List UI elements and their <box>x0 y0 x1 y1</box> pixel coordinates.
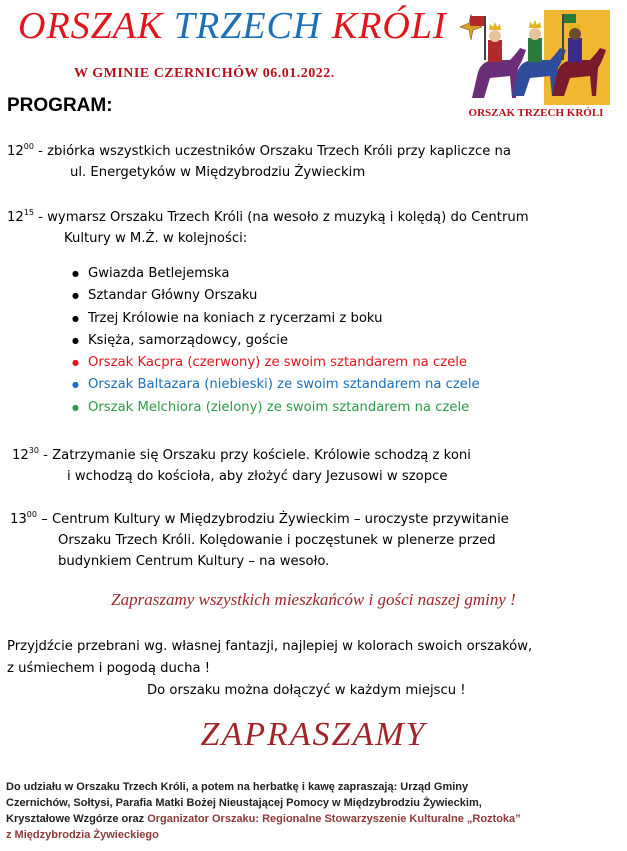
title-word-trzech: TRZECH <box>173 5 322 47</box>
zapraszamy-heading: ZAPRASZAMY <box>200 716 427 753</box>
schedule-entry-3 <box>12 440 471 487</box>
dress-line-1: Przyjdźcie przebrani wg. własnej fantazji, najlepiej w kolorach swoich orszaków, <box>7 639 533 654</box>
footer-line-1: Do udziału w Orszaku Trzech Króli, a potem na herbatkę i kawę zapraszają: Urząd Gminy <box>6 781 469 793</box>
entry-text: - zbiórka wszystkich uczestników Orszaku Trzech Króli przy kapliczce na <box>33 144 511 159</box>
organizer-text: Organizator Orszaku: Regionalne Stowarzyszenie Kulturalne „Roztoka” <box>147 813 521 825</box>
list-item: ● Sztandar Główny Orszaku <box>72 285 480 307</box>
entry-text: Orszaku Trzech Króli. Kolędowanie i poczęstunek w plenerze przed <box>58 533 496 548</box>
list-item-green: ● Orszak Melchiora (zielony) ze swoim sztandarem na czele <box>72 397 480 419</box>
footer-line-3-a: Kryształowe Wzgórze oraz <box>6 813 148 825</box>
entry-text: Kultury w M.Ż. w kolejności: <box>64 231 248 246</box>
list-item: ● Księża, samorządowcy, goście <box>72 330 480 352</box>
list-item: ● Gwiazda Betlejemska <box>72 263 480 285</box>
entry-hour: 12 <box>7 210 24 225</box>
schedule-entry-1 <box>7 136 511 183</box>
three-kings-riders-icon <box>462 10 610 125</box>
program-heading: PROGRAM: <box>7 95 113 116</box>
entry-text: budynkiem Centrum Kultury – na wesoło. <box>58 554 330 569</box>
footer-line-4: z Międzybrodzia Żywieckiego <box>6 829 159 841</box>
entry-hour: 12 <box>12 448 29 463</box>
list-item-blue: ● Orszak Baltazara (niebieski) ze swoim sztandarem na czele <box>72 374 480 396</box>
schedule-entry-4 <box>10 504 509 572</box>
dress-line-2: z uśmiechem i pogodą ducha ! <box>7 661 211 676</box>
page-title <box>18 4 447 48</box>
entry-text: - wymarsz Orszaku Trzech Króli (na wesoło z muzyką i kolędą) do Centrum <box>33 210 529 225</box>
entry-hour: 12 <box>7 144 24 159</box>
footer-credits <box>6 779 521 843</box>
entry-minutes: 00 <box>23 142 34 151</box>
footer-line-3 <box>6 811 521 827</box>
entry-hour: 13 <box>10 512 27 527</box>
entry-minutes: 30 <box>28 446 39 455</box>
entry-minutes: 15 <box>23 208 34 217</box>
invite-line: Zapraszamy wszystkich mieszkańców i gości naszej gminy ! <box>111 590 516 609</box>
dress-paragraph <box>7 636 622 702</box>
entry-text: – Centrum Kultury w Międzybrodziu Żywieckim – uroczyste przywitanie <box>36 512 509 527</box>
title-word-kroli: KRÓLI <box>331 5 447 47</box>
list-item-red: ● Orszak Kacpra (czerwony) ze swoim sztandarem na czele <box>72 352 480 374</box>
entry-text: - Zatrzymanie się Orszaku przy kościele. Królowie schodzą z koni <box>38 448 471 463</box>
title-word-orszak: ORSZAK <box>18 5 164 47</box>
event-subtitle: W GMINIE CZERNICHÓW 06.01.2022. <box>74 66 335 81</box>
logo-caption: ORSZAK TRZECH KRÓLI <box>468 107 604 119</box>
entry-minutes: 00 <box>26 510 37 519</box>
schedule-entry-2 <box>7 202 529 249</box>
list-item: ● Trzej Królowie na koniach z rycerzami z boku <box>72 308 480 330</box>
entry-text: ul. Energetyków w Międzybrodziu Żywieckim <box>70 165 366 180</box>
footer-line-2: Czernichów, Sołtysi, Parafia Matki Bożej Nieustającej Pomocy w Międzybrodziu Żywieckim, <box>6 797 482 809</box>
procession-order-list <box>72 263 480 419</box>
dress-line-3: Do orszaku można dołączyć w każdym miejscu ! <box>147 683 466 698</box>
entry-text: i wchodzą do kościoła, aby złożyć dary Jezusowi w szopce <box>67 469 448 484</box>
